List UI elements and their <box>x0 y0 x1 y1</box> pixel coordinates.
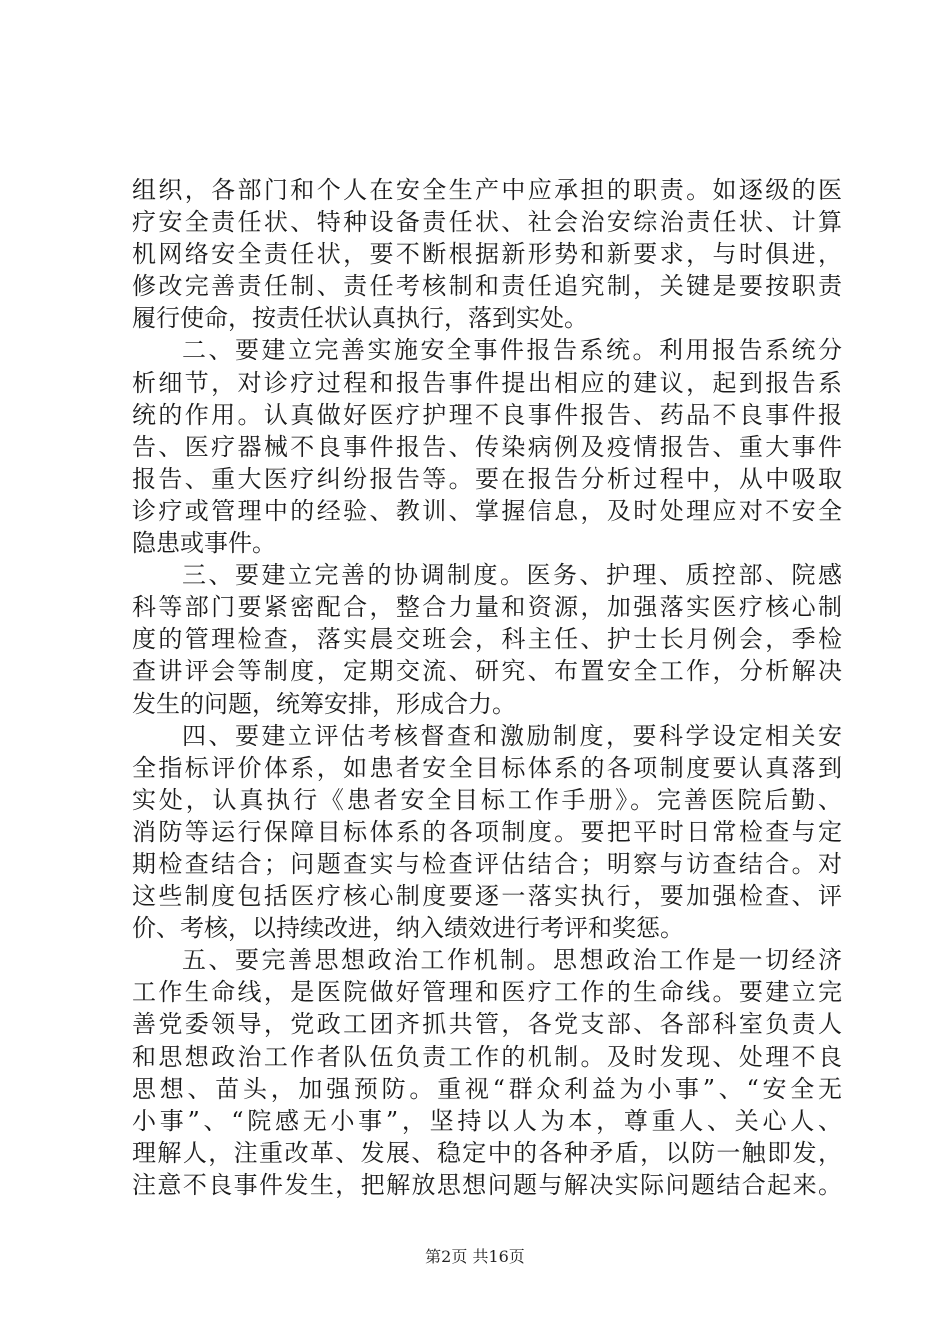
text-line: 度的管理检查，落实晨交班会，科主任、护士长月例会，季检 <box>132 625 842 654</box>
text-line: 和思想政治工作者队伍负责工作的机制。及时发现、处理不良 <box>132 1042 842 1071</box>
text-line: 析细节，对诊疗过程和报告事件提出相应的建议，起到报告系 <box>132 368 842 397</box>
text-line: 消防等运行保障目标体系的各项制度。要把平时日常检查与定 <box>132 817 842 846</box>
text-line: 报告、重大医疗纠纷报告等。要在报告分析过程中，从中吸取 <box>132 464 842 493</box>
text-line: 三、要建立完善的协调制度。医务、护理、质控部、院感 <box>182 561 842 590</box>
text-line: 注意不良事件发生，把解放思想问题与解决实际问题结合起来。 <box>132 1170 842 1199</box>
text-line: 修改完善责任制、责任考核制和责任追究制，关键是要按职责 <box>132 272 842 301</box>
text-line: 实处，认真执行《患者安全目标工作手册》。完善医院后勤、 <box>132 785 842 814</box>
document-body <box>132 174 842 1201</box>
text-line: 隐患或事件。 <box>132 529 276 558</box>
text-line: 五、要完善思想政治工作机制。思想政治工作是一切经济 <box>182 946 842 975</box>
text-line: 告、医疗器械不良事件报告、传染病例及疫情报告、重大事件 <box>132 432 842 461</box>
text-line: 科等部门要紧密配合，整合力量和资源，加强落实医疗核心制 <box>132 593 842 622</box>
text-line: 理解人，注重改革、发展、稳定中的各种矛盾，以防一触即发， <box>132 1138 842 1167</box>
text-line: 全指标评价体系，如患者安全目标体系的各项制度要认真落到 <box>132 753 842 782</box>
text-line: 二、要建立完善实施安全事件报告系统。利用报告系统分 <box>182 336 842 365</box>
text-line: 工作生命线，是医院做好管理和医疗工作的生命线。要建立完 <box>132 978 842 1007</box>
text-line: 机网络安全责任状，要不断根据新形势和新要求，与时俱进， <box>132 240 842 269</box>
text-line: 价、考核，以持续改进，纳入绩效进行考评和奖惩。 <box>132 914 684 943</box>
text-line: 统的作用。认真做好医疗护理不良事件报告、药品不良事件报 <box>132 400 842 429</box>
text-line: 善党委领导，党政工团齐抓共管，各党支部、各部科室负责人 <box>132 1010 842 1039</box>
text-line: 小事”、“院感无小事”，坚持以人为本，尊重人、关心人、 <box>132 1106 842 1135</box>
text-line: 疗安全责任状、特种设备责任状、社会治安综治责任状、计算 <box>132 208 842 237</box>
text-line: 履行使命，按责任状认真执行，落到实处。 <box>132 304 588 333</box>
text-line: 思想、苗头，加强预防。重视“群众利益为小事”、“安全无 <box>132 1074 842 1103</box>
page-number-footer: 第2页 共16页 <box>425 1247 525 1266</box>
text-line: 诊疗或管理中的经验、教训、掌握信息，及时处理应对不安全 <box>132 496 842 525</box>
text-line: 期检查结合；问题查实与检查评估结合；明察与访查结合。对 <box>132 849 842 878</box>
text-line: 四、要建立评估考核督查和激励制度，要科学设定相关安 <box>182 721 842 750</box>
text-line: 这些制度包括医疗核心制度要逐一落实执行，要加强检查、评 <box>132 882 842 911</box>
text-line: 查讲评会等制度，定期交流、研究、布置安全工作，分析解决 <box>132 657 842 686</box>
text-line: 组织，各部门和个人在安全生产中应承担的职责。如逐级的医 <box>132 176 842 204</box>
text-line: 发生的问题，统筹安排，形成合力。 <box>132 689 516 718</box>
